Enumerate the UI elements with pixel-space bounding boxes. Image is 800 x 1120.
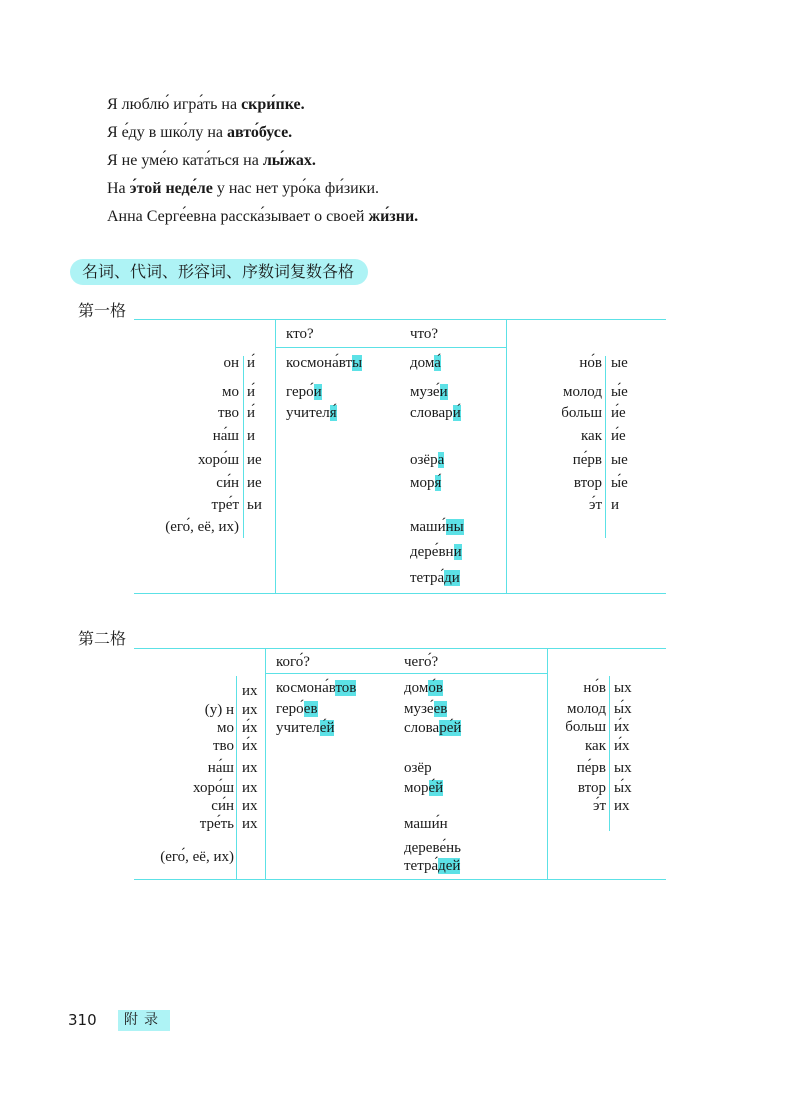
case1-adj-ending: и (611, 497, 620, 513)
case2-adj-ending: ы́х (614, 701, 632, 717)
sentence-3: Я не уме́ю ката́ться на лы́жах. (107, 152, 316, 169)
section-heading: 名词、代词、形容词、序数词复数各格 (70, 259, 368, 285)
case2-pronoun-ending: их (242, 798, 258, 814)
case2-pronoun-stem: хоро́ш (193, 780, 234, 796)
case2-question-what: чего́? (404, 654, 439, 670)
case1-question-who: кто? (286, 326, 314, 342)
case2-header-rule (265, 673, 547, 674)
case2-pronoun-stem: (его́, её, их) (160, 849, 234, 865)
sentence-4: На э́той неде́ле у нас нет уро́ка фи́зики. (107, 180, 380, 197)
case1-pronoun-ending: ьи (247, 497, 262, 513)
case1-pronoun-stem: хоро́ш (198, 452, 239, 468)
case2-what-noun: дереве́нь (404, 840, 461, 856)
case2-adj-stem: втор (577, 780, 606, 796)
case1-adj-stem: э́т (589, 497, 602, 513)
case1-adj-stem: но́в (579, 355, 602, 371)
case1-header-rule (275, 347, 506, 348)
section-tag: 附录 (118, 1010, 170, 1031)
case1-pronoun-ending: и (247, 428, 256, 444)
case1-pronoun-ending: и́ (247, 355, 256, 371)
case2-pronoun-ending: их (242, 816, 258, 832)
case1-pronoun-ending: и́ (247, 384, 256, 400)
case1-adj-stem: втор (573, 475, 602, 491)
case1-adj-stem: пе́рв (572, 452, 602, 468)
case1-adj-ending: ые (611, 355, 628, 371)
case1-who-noun: космона́вты (286, 355, 363, 371)
case1-pronoun-ending: ие (247, 452, 262, 468)
case2-pronoun-stem: тво (212, 738, 234, 754)
case1-question-what: что? (410, 326, 439, 342)
case1-what-noun: маши́ны (410, 519, 464, 535)
case2-adj-divider (609, 676, 610, 831)
case1-pronoun-stem: тво (217, 405, 239, 421)
case1-what-noun: дома́ (410, 355, 441, 371)
case2-title: 第二格 (78, 629, 127, 648)
case1-pronoun-stem: он (223, 355, 239, 371)
case1-what-noun: озёра (410, 452, 445, 468)
case2-adj-stem: как (584, 738, 606, 754)
case1-what-noun: музе́и (410, 384, 448, 400)
case2-adj-stem: но́в (583, 680, 606, 696)
case1-adj-ending: ы́е (611, 475, 628, 491)
case1-adj-stem: больш (561, 405, 602, 421)
case2-col-divider-left (265, 648, 266, 879)
case2-adj-ending: их (614, 798, 630, 814)
case1-who-noun: геро́и (286, 384, 322, 400)
case1-pronoun-stem: мо (222, 384, 239, 400)
case2-adj-stem: э́т (593, 798, 606, 814)
case1-col-divider-left (275, 319, 276, 593)
case2-adj-ending: ых (614, 680, 632, 696)
case2-pronoun-stem: тре́ть (199, 816, 234, 832)
case2-pronoun-ending: их (242, 760, 258, 776)
case1-what-noun: словари́ (410, 405, 461, 421)
case1-pronoun-stem: тре́т (211, 497, 239, 513)
case1-pronoun-ending: и́ (247, 405, 256, 421)
case1-what-noun: дере́вни (410, 544, 462, 560)
case2-pronoun-stem: си́н (211, 798, 234, 814)
case2-adj-ending: ых (614, 760, 632, 776)
page-number: 310 (68, 1011, 97, 1029)
case2-adj-ending: ы́х (614, 780, 632, 796)
case1-pronoun-stem: на́ш (212, 428, 239, 444)
case1-what-noun: тетра́ди (410, 570, 460, 586)
case2-pronoun-ending: и́х (242, 738, 258, 754)
case2-what-noun: музе́ев (404, 701, 448, 717)
case2-pronoun-ending: их (242, 702, 258, 718)
case1-pronoun-stem: си́н (216, 475, 239, 491)
case2-pronoun-divider (236, 676, 237, 879)
case2-bottom-rule (134, 879, 666, 880)
case1-adj-ending: и́е (611, 428, 626, 444)
case2-who-noun: геро́ев (276, 701, 318, 717)
case2-pronoun-ending: их (242, 683, 258, 699)
case1-pronoun-stem: (его́, её, их) (165, 519, 239, 535)
case2-adj-ending: и́х (614, 738, 630, 754)
case2-what-noun: домо́в (404, 680, 443, 696)
case1-title: 第一格 (78, 301, 127, 320)
case2-what-noun: тетра́дей (404, 858, 461, 874)
sentence-5: Анна Серге́евна расска́зывает о своей жи́зни. (107, 208, 419, 225)
case2-who-noun: космона́втов (276, 680, 357, 696)
sentence-2: Я е́ду в шко́лу на авто́бусе. (107, 124, 293, 141)
case2-col-divider-right (547, 648, 548, 879)
sentence-1: Я люблю́ игра́ть на скри́пке. (107, 96, 305, 113)
case1-adj-ending: ые (611, 452, 628, 468)
case2-pronoun-stem: (у) н (204, 702, 234, 718)
case2-pronoun-stem: мо (217, 720, 234, 736)
case2-adj-stem: больш (565, 719, 606, 735)
case1-adj-divider (605, 356, 606, 538)
case2-pronoun-ending: и́х (242, 720, 258, 736)
case2-what-noun: маши́н (404, 816, 448, 832)
case1-what-noun: моря́ (410, 475, 442, 491)
case1-adj-stem: молод (563, 384, 602, 400)
case1-who-noun: учителя́ (286, 405, 337, 421)
case2-who-noun: учителе́й (276, 720, 335, 736)
case2-pronoun-ending: их (242, 780, 258, 796)
case1-pronoun-divider (243, 356, 244, 538)
case2-adj-stem: молод (567, 701, 606, 717)
case1-top-rule (134, 319, 666, 320)
case1-bottom-rule (134, 593, 666, 594)
case1-pronoun-ending: ие (247, 475, 262, 491)
case1-adj-stem: как (580, 428, 602, 444)
case2-adj-stem: пе́рв (576, 760, 606, 776)
case1-adj-ending: ы́е (611, 384, 628, 400)
case2-what-noun: словаре́й (404, 720, 462, 736)
case1-col-divider-right (506, 319, 507, 593)
case2-question-who: кого́? (276, 654, 310, 670)
case2-what-noun: море́й (404, 780, 444, 796)
case2-what-noun: озёр (404, 760, 432, 776)
case2-adj-ending: и́х (614, 719, 630, 735)
case1-adj-ending: и́е (611, 405, 626, 421)
case2-pronoun-stem: на́ш (207, 760, 234, 776)
case2-top-rule (134, 648, 666, 649)
